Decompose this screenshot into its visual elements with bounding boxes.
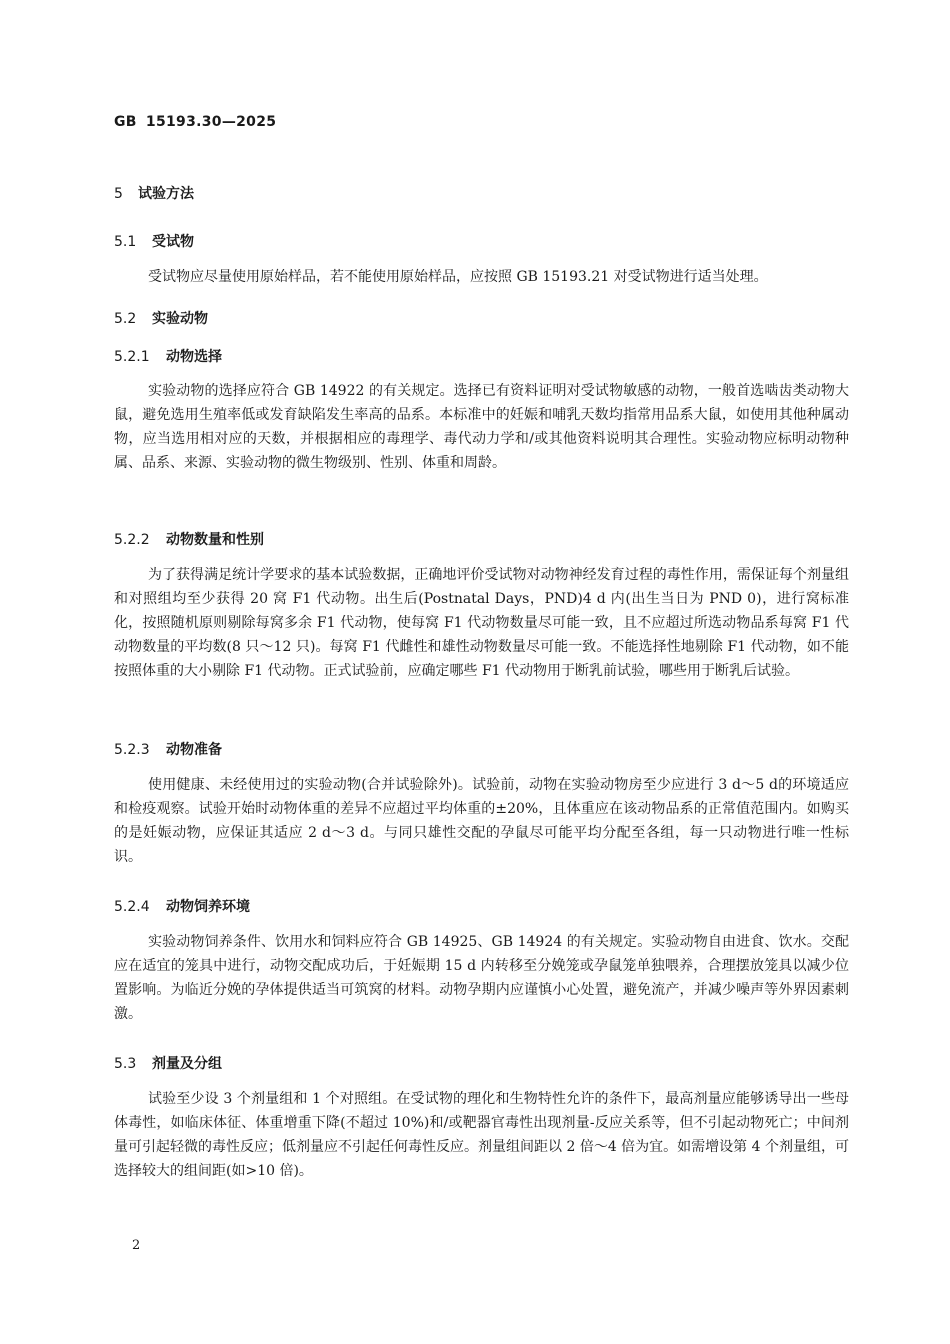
section-heading-5-2 bbox=[114, 308, 208, 328]
section-title: 动物选择 bbox=[166, 349, 222, 365]
section-title: 受试物 bbox=[152, 234, 194, 250]
section-heading-5-2-2 bbox=[114, 529, 264, 549]
standard-code-header: GB 15193.30—2025 bbox=[114, 114, 277, 130]
section-heading-5-3 bbox=[114, 1053, 222, 1073]
section-number: 5.1 bbox=[114, 234, 137, 250]
section-heading-5 bbox=[114, 183, 194, 203]
section-heading-5-2-3 bbox=[114, 739, 222, 759]
section-title: 试验方法 bbox=[138, 186, 194, 202]
paragraph-5-2-1: 实验动物的选择应符合 GB 14922 的有关规定。选择已有资料证明对受试物敏感的动物，一般首选啮齿类动物大鼠，避免选用生殖率低或发育缺陷发生率高的品系。本标准中的妊娠和哺乳天数均指常用品系大鼠，如使用其他种属动物，应当选用相对应的天数，并根据相应的毒理学、毒代动力学和/或其他资料说明其合理性。实验动物应标明动物种属、品系、来源、实验动物的微生物级别、性别、体重和周龄。 bbox=[114, 383, 849, 471]
section-title: 动物饲养环境 bbox=[166, 899, 250, 915]
section-title: 剂量及分组 bbox=[152, 1056, 222, 1072]
section-number: 5.2.4 bbox=[114, 899, 150, 915]
paragraph-5-3: 试验至少设 3 个剂量组和 1 个对照组。在受试物的理化和生物特性允许的条件下，最高剂量应能够诱导出一些母体毒性，如临床体征、体重增重下降(不超过 10%)和/或靶器官毒性出现剂量-反应关系等，但不引起动物死亡；中间剂量可引起轻微的毒性反应；低剂量应不引起任何毒性反应。剂量组间距以 2 倍～4 倍为宜。如需增设第 4 个剂量组，可选择较大的组间距(如>10 倍)。 bbox=[114, 1091, 849, 1179]
paragraph-5-1: 受试物应尽量使用原始样品，若不能使用原始样品，应按照 GB 15193.21 对受试物进行适当处理。 bbox=[148, 269, 768, 285]
paragraph-5-2-2: 为了获得满足统计学要求的基本试验数据，正确地评价受试物对动物神经发育过程的毒性作用，需保证每个剂量组和对照组均至少获得 20 窝 F1 代动物。出生后(Postnatal Days，PND)4 d 内(出生当日为 PND 0)，进行窝标准化，按照随机原则剔除每窝多余 F1 代动物，使每窝 F1 代动物数量尽可能一致，且不应超过所选动物品系每窝 F1 代动物数量的平均数(8 只～12 只)。每窝 F1 代雌性和雄性动物数量尽可能一致。不能选择性地剔除 F1 代动物，如不能按照体重的大小剔除 F1 代动物。正式试验前，应确定哪些 F1 代动物用于断乳前试验，哪些用于断乳后试验。 bbox=[114, 567, 849, 679]
section-number: 5.2.2 bbox=[114, 532, 150, 548]
section-heading-5-1 bbox=[114, 231, 194, 251]
section-heading-5-2-1 bbox=[114, 346, 222, 366]
section-title: 动物数量和性别 bbox=[166, 532, 264, 548]
section-number: 5 bbox=[114, 186, 123, 202]
section-title: 动物准备 bbox=[166, 742, 222, 758]
page-number: 2 bbox=[132, 1238, 141, 1253]
section-number: 5.2.3 bbox=[114, 742, 150, 758]
section-title: 实验动物 bbox=[152, 311, 208, 327]
paragraph-5-2-3: 使用健康、未经使用过的实验动物(合并试验除外)。试验前，动物在实验动物房至少应进行 3 d～5 d的环境适应和检疫观察。试验开始时动物体重的差异不应超过平均体重的±20%，且体重应在该动物品系的正常值范围内。如购买的是妊娠动物，应保证其适应 2 d～3 d。与同只雄性交配的孕鼠尽可能平均分配至各组，每一只动物进行唯一性标识。 bbox=[114, 777, 849, 865]
section-heading-5-2-4 bbox=[114, 896, 250, 916]
section-number: 5.2.1 bbox=[114, 349, 150, 365]
section-number: 5.3 bbox=[114, 1056, 137, 1072]
section-number: 5.2 bbox=[114, 311, 137, 327]
paragraph-5-2-4: 实验动物饲养条件、饮用水和饲料应符合 GB 14925、GB 14924 的有关规定。实验动物自由进食、饮水。交配应在适宜的笼具中进行，动物交配成功后，于妊娠期 15 d 内转移至分娩笼或孕鼠笼单独喂养，合理摆放笼具以减少位置影响。为临近分娩的孕体提供适当可筑窝的材料。动物孕期内应谨慎小心处置，避免流产，并减少噪声等外界因素刺激。 bbox=[114, 934, 849, 1022]
